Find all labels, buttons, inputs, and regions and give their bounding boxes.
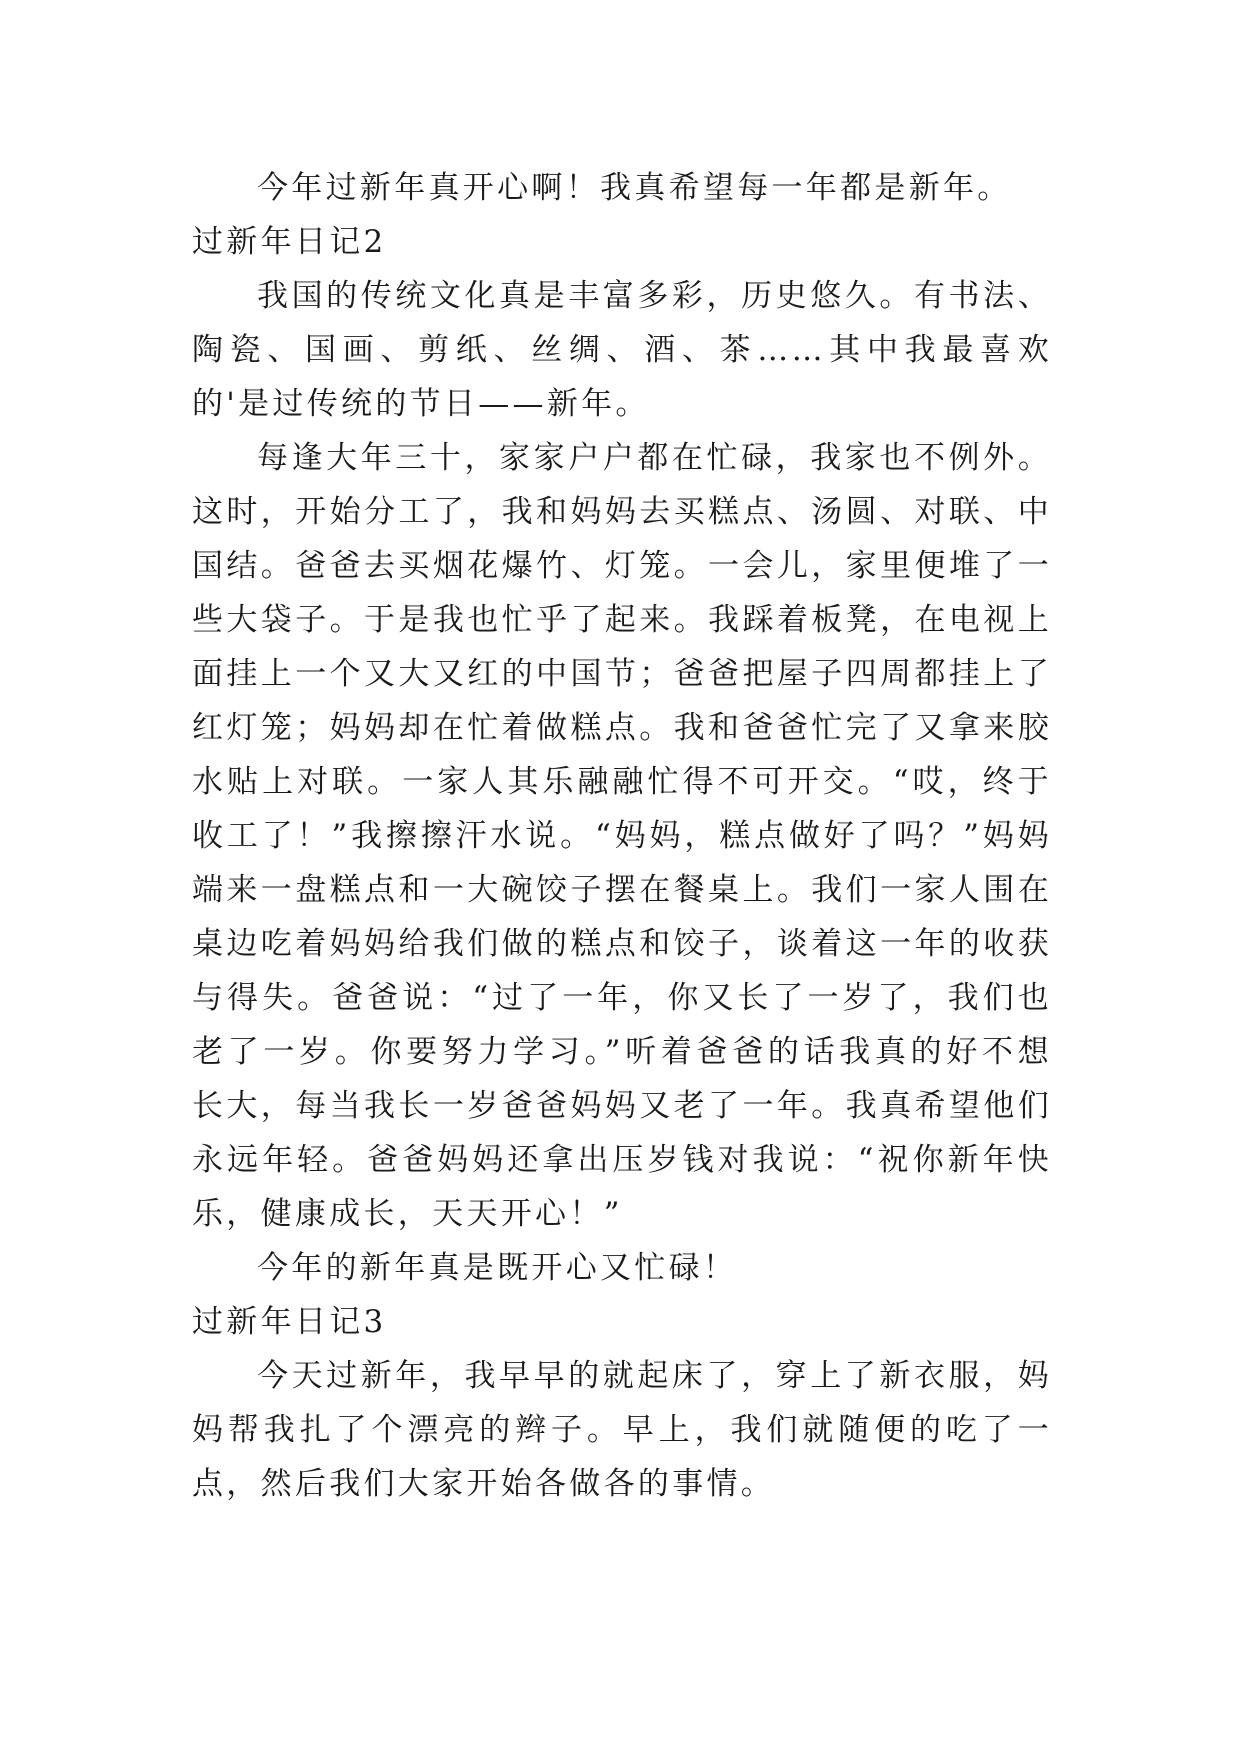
paragraph: 今年过新年真开心啊！我真希望每一年都是新年。 <box>257 170 1012 206</box>
paragraph: 今天过新年，我早早的就起床了，穿上了新衣服，妈妈帮我扎了个漂亮的辫子。早上，我们就随便的吃了一点，然后我们大家开始各做各的事情。 <box>192 1358 1052 1502</box>
section-heading: 过新年日记3 <box>192 1304 387 1340</box>
paragraph: 今年的新年真是既开心又忙碌！ <box>257 1250 738 1286</box>
section-heading: 过新年日记2 <box>192 224 387 260</box>
paragraph: 我国的传统文化真是丰富多彩，历史悠久。有书法、陶瓷、国画、剪纸、丝绸、酒、茶……其中我最喜欢的'是过传统的节日——新年。 <box>192 278 1052 422</box>
document-body <box>192 161 1052 1511</box>
paragraph: 每逢大年三十，家家户户都在忙碌，我家也不例外。这时，开始分工了，我和妈妈去买糕点、汤圆、对联、中国结。爸爸去买烟花爆竹、灯笼。一会儿，家里便堆了一些大袋子。于是我也忙乎了起来。我踩着板凳，在电视上面挂上一个又大又红的中国节；爸爸把屋子四周都挂上了红灯笼；妈妈却在忙着做糕点。我和爸爸忙完了又拿来胶水贴上对联。一家人其乐融融忙得不可开交。“哎，终于收工了！”我擦擦汗水说。“妈妈，糕点做好了吗？”妈妈端来一盘糕点和一大碗饺子摆在餐桌上。我们一家人围在桌边吃着妈妈给我们做的糕点和饺子，谈着这一年的收获与得失。爸爸说：“过了一年，你又长了一岁了，我们也老了一岁。你要努力学习。”听着爸爸的话我真的好不想长大，每当我长一岁爸爸妈妈又老了一年。我真希望他们永远年轻。爸爸妈妈还拿出压岁钱对我说：“祝你新年快乐，健康成长，天天开心！” <box>192 440 1052 1232</box>
